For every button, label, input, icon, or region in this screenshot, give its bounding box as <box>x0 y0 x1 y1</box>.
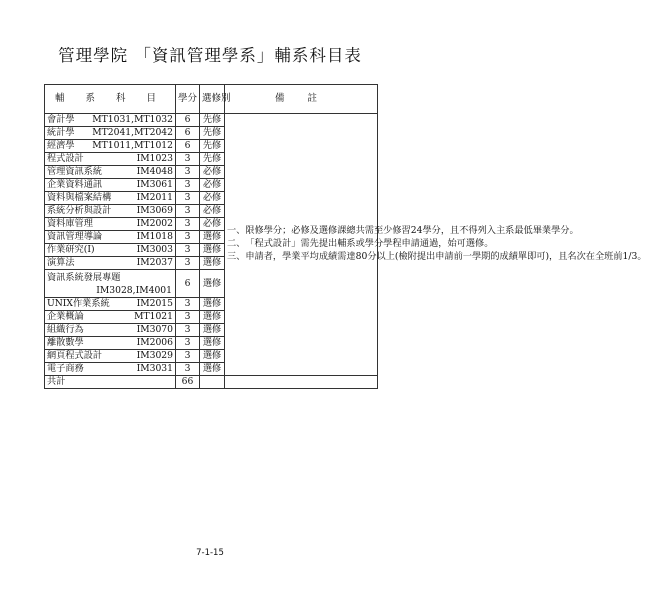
type-cell: 選修 <box>200 270 225 298</box>
course-cell <box>45 270 176 298</box>
course-code: IM2002 <box>136 218 173 229</box>
note-marker: 二、 <box>227 238 246 249</box>
credits-cell: 3 <box>176 257 200 270</box>
course-cell <box>45 311 176 324</box>
course-name: 網頁程式設計 <box>47 350 103 361</box>
type-cell: 選修 <box>200 231 225 244</box>
total-empty <box>200 376 225 389</box>
credits-cell: 6 <box>176 127 200 140</box>
table-row <box>45 114 378 127</box>
total-notes-empty <box>225 376 378 389</box>
credits-cell: 3 <box>176 350 200 363</box>
course-name: 作業研究(Ⅰ) <box>47 244 95 255</box>
page-title: 管理學院 「資訊管理學系」輔系科目表 <box>58 46 362 65</box>
course-code: IM3031 <box>136 363 173 374</box>
course-table <box>44 84 647 389</box>
type-cell: 選修 <box>200 363 225 376</box>
course-name: 系統分析與設計 <box>47 205 112 216</box>
course-cell <box>45 153 176 166</box>
note-item <box>227 225 579 237</box>
course-name: 統計學 <box>47 127 75 138</box>
course-name: 組織行為 <box>47 324 84 335</box>
course-code: MT1021 <box>134 311 173 322</box>
total-label: 共計 <box>45 376 176 389</box>
course-name: 程式設計 <box>47 153 84 164</box>
type-cell: 選修 <box>200 244 225 257</box>
course-cell <box>45 350 176 363</box>
course-cell <box>45 192 176 205</box>
course-name: 資訊管理導論 <box>47 231 103 242</box>
type-cell: 選修 <box>200 350 225 363</box>
note-text: 申請者，學業平均成績需達80分以上(檢附提出申請前一學期的成績單即可)，且名次在全班前1/3。 <box>245 251 647 262</box>
note-item <box>227 238 494 250</box>
type-cell: 必修 <box>200 179 225 192</box>
course-cell <box>45 324 176 337</box>
course-name: 經濟學 <box>47 140 75 151</box>
course-code: IM3003 <box>136 244 173 255</box>
header-credits: 學分 <box>176 85 200 114</box>
course-name: UNIX作業系統 <box>47 298 110 309</box>
type-cell: 先修 <box>200 140 225 153</box>
course-name: 會計學 <box>47 114 75 125</box>
course-name: 資料與檔案結構 <box>47 192 112 203</box>
credits-cell: 3 <box>176 231 200 244</box>
type-cell: 選修 <box>200 337 225 350</box>
credits-cell: 3 <box>176 324 200 337</box>
course-name: 離散數學 <box>47 337 84 348</box>
course-cell <box>45 140 176 153</box>
course-code: IM2006 <box>136 337 173 348</box>
course-code: IM3029 <box>136 350 173 361</box>
course-code: MT1031,MT1032 <box>92 114 173 125</box>
course-name: 管理資訊系統 <box>47 166 103 177</box>
type-cell: 選修 <box>200 257 225 270</box>
page-number: 7-1-15 <box>196 548 224 558</box>
course-code: IM4048 <box>136 166 173 177</box>
type-cell: 選修 <box>200 324 225 337</box>
note-text: 「程式設計」需先提出輔系或學分學程申請通過，始可選修。 <box>245 238 494 249</box>
credits-cell: 6 <box>176 270 200 298</box>
course-code: IM2015 <box>136 298 173 309</box>
notes-cell <box>225 114 647 376</box>
credits-cell: 6 <box>176 140 200 153</box>
course-code: MT1011,MT1012 <box>92 140 173 151</box>
course-code: IM2037 <box>136 257 173 268</box>
total-row <box>45 376 378 389</box>
course-cell <box>45 205 176 218</box>
course-name: 企業資料通訊 <box>47 179 103 190</box>
course-code: IM2011 <box>136 192 173 203</box>
course-code: IM3028,IM4001 <box>96 284 172 296</box>
course-cell <box>45 114 176 127</box>
note-item <box>227 251 647 263</box>
course-cell <box>45 244 176 257</box>
credits-cell: 3 <box>176 337 200 350</box>
course-code: IM1023 <box>136 153 173 164</box>
type-cell: 選修 <box>200 311 225 324</box>
type-cell: 先修 <box>200 114 225 127</box>
credits-cell: 6 <box>176 114 200 127</box>
course-name: 演算法 <box>47 257 75 268</box>
credits-cell: 3 <box>176 205 200 218</box>
course-code: IM1018 <box>136 231 173 242</box>
course-cell <box>45 218 176 231</box>
course-cell <box>45 363 176 376</box>
course-cell <box>45 166 176 179</box>
course-cell <box>45 298 176 311</box>
credits-cell: 3 <box>176 153 200 166</box>
course-cell <box>45 257 176 270</box>
note-text: 限修學分；必修及選修課總共需至少修習24學分，且不得列入主系最低畢業學分。 <box>245 225 579 236</box>
course-code: IM3070 <box>136 324 173 335</box>
header-notes: 備 註 <box>225 85 378 114</box>
credits-cell: 3 <box>176 311 200 324</box>
course-name: 企業概論 <box>47 311 84 322</box>
header-type: 選修別 <box>200 85 225 114</box>
course-name: 電子商務 <box>47 363 84 374</box>
type-cell: 先修 <box>200 153 225 166</box>
type-cell: 必修 <box>200 192 225 205</box>
header-course: 輔 系 科 目 <box>45 85 176 114</box>
credits-cell: 3 <box>176 166 200 179</box>
course-name: 資料庫管理 <box>47 218 93 229</box>
note-marker: 一、 <box>227 225 246 236</box>
course-cell <box>45 127 176 140</box>
credits-cell: 3 <box>176 244 200 257</box>
credits-cell: 3 <box>176 179 200 192</box>
credits-cell: 3 <box>176 363 200 376</box>
course-code: IM3069 <box>136 205 173 216</box>
credits-cell: 3 <box>176 192 200 205</box>
course-code: IM3061 <box>136 179 173 190</box>
type-cell: 選修 <box>200 298 225 311</box>
credits-cell: 3 <box>176 298 200 311</box>
type-cell: 必修 <box>200 205 225 218</box>
course-name: 資訊系統發展專題 <box>47 271 121 283</box>
total-credits: 66 <box>176 376 200 389</box>
course-code: MT2041,MT2042 <box>92 127 173 138</box>
header-row <box>45 85 378 114</box>
credits-cell: 3 <box>176 218 200 231</box>
note-marker: 三、 <box>227 251 246 262</box>
type-cell: 必修 <box>200 218 225 231</box>
course-cell <box>45 231 176 244</box>
type-cell: 先修 <box>200 127 225 140</box>
course-cell <box>45 337 176 350</box>
course-cell <box>45 179 176 192</box>
type-cell: 必修 <box>200 166 225 179</box>
